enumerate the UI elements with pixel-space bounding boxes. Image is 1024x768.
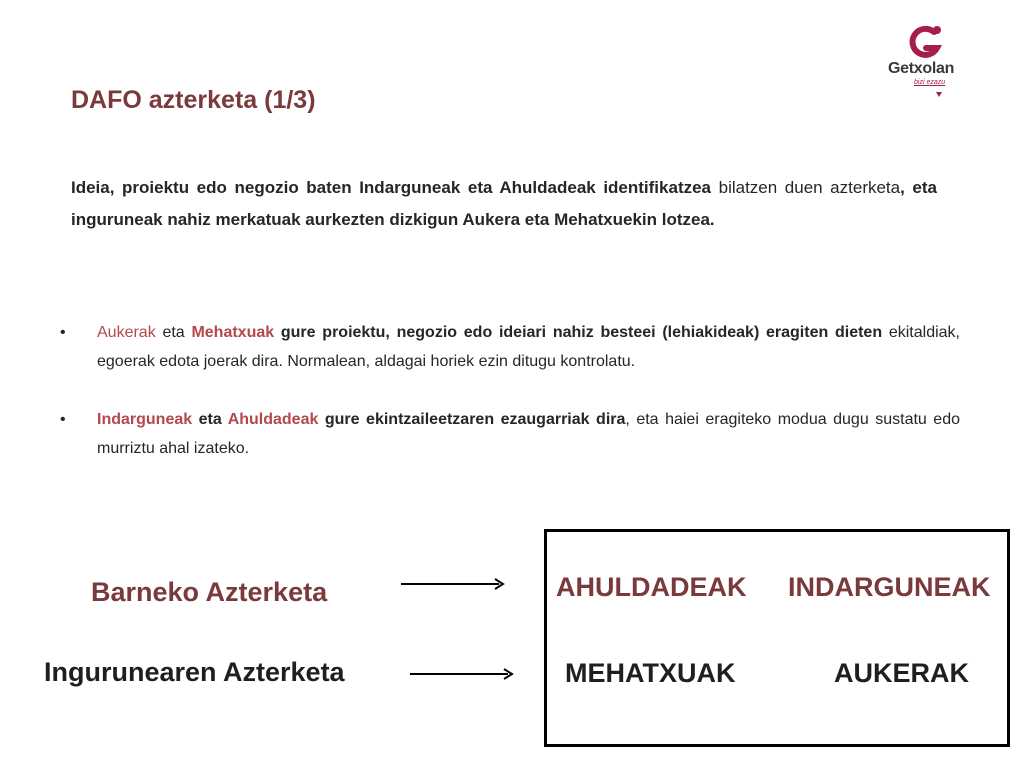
threats-label: MEHATXUAK bbox=[565, 658, 736, 688]
bullet-highlight-term: Ahuldadeak bbox=[227, 411, 319, 428]
getxolan-logo-icon bbox=[904, 24, 948, 64]
bullet-bold-text: gure ekintzaileetzaren ezaugarriak dira bbox=[318, 411, 626, 428]
page-title: DAFO azterketa (1/3) bbox=[71, 86, 316, 114]
intro-paragraph bbox=[71, 172, 937, 236]
logo-name: Getxolan bbox=[888, 60, 955, 77]
bullet-bold-text: eta bbox=[192, 411, 228, 428]
intro-text-2: bilatzen duen azterketa bbox=[718, 178, 901, 197]
bullet-text: eta bbox=[155, 324, 192, 341]
intro-text-bold-1: Ideia, proiektu edo negozio baten Indarguneak eta Ahuldadeak identifikatzea bbox=[71, 178, 712, 197]
bullet-bold-text: gure proiektu, negozio edo ideiari nahiz besteei (lehiakideak) eragiten dieten bbox=[274, 324, 883, 341]
external-analysis-label: Ingurunearen Azterketa bbox=[44, 657, 345, 687]
dafo-matrix-box bbox=[544, 529, 1010, 747]
bullet-text: , eta haiei eragiteko modua dugu sustatu edo murriztu ahal izateko. bbox=[97, 411, 961, 457]
list-item bbox=[60, 318, 960, 376]
list-item bbox=[60, 405, 960, 463]
strengths-label: INDARGUNEAK bbox=[788, 572, 991, 602]
bullet-dot-icon: • bbox=[60, 411, 66, 428]
arrow-right-icon bbox=[399, 574, 509, 594]
opportunities-label: AUKERAK bbox=[834, 658, 969, 688]
arrow-right-icon bbox=[408, 664, 518, 684]
internal-analysis-label: Barneko Azterketa bbox=[91, 577, 328, 607]
bullet-highlight-term: Aukerak bbox=[97, 324, 156, 341]
bullet-highlight-term: Mehatxuak bbox=[191, 324, 275, 341]
bullet-dot-icon: • bbox=[60, 324, 66, 341]
weaknesses-label: AHULDADEAK bbox=[556, 572, 747, 602]
intro-text-bold-3: , eta inguruneak nahiz merkatuak aurkezten dizkigun Aukera eta Mehatxuekin lotzea. bbox=[71, 178, 937, 229]
logo-triangle-icon bbox=[936, 92, 942, 97]
logo-tagline: bizi ezazu bbox=[914, 79, 946, 86]
getxolan-logo bbox=[876, 22, 980, 100]
bullet-list bbox=[60, 318, 960, 463]
bullet-highlight-term: Indarguneak bbox=[97, 411, 193, 428]
bullet-text: ekitaldiak, egoerak edota joerak dira. Normalean, aldagai horiek ezin ditugu kontrolatu. bbox=[97, 324, 960, 370]
